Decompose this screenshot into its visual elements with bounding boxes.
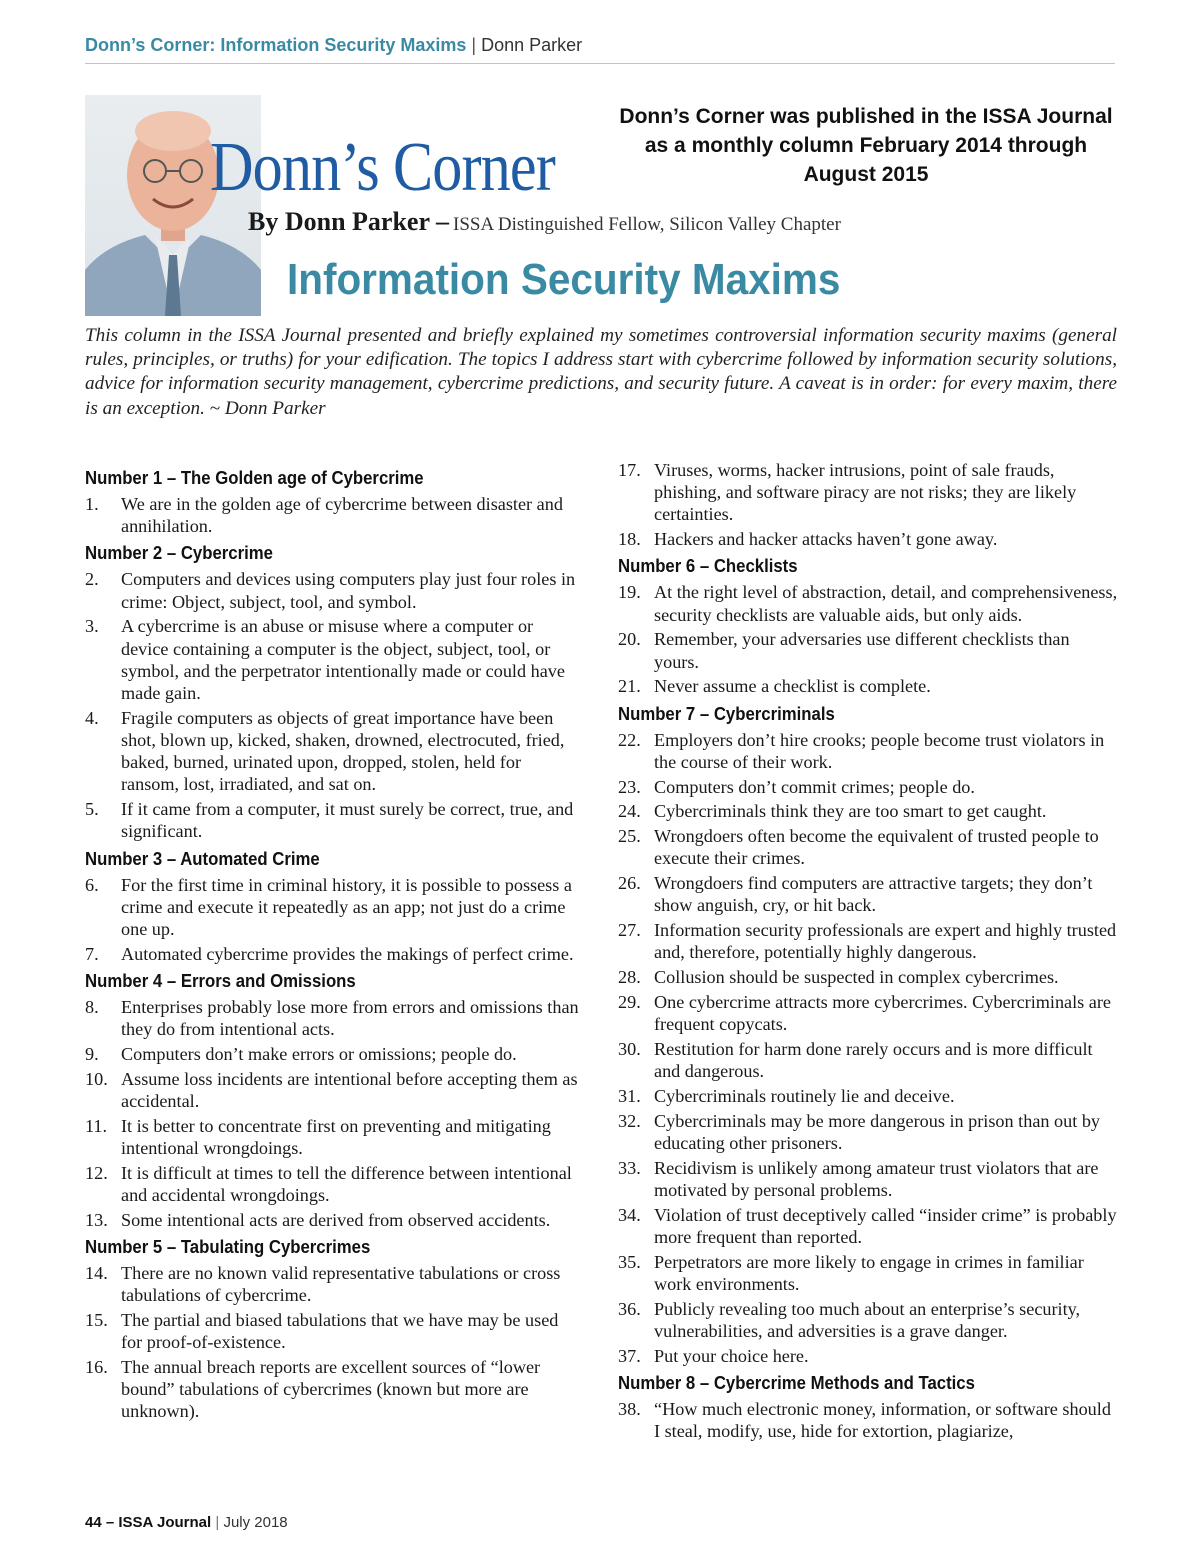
maxim-item: [618, 528, 1118, 550]
maxim-text: Computers don’t commit crimes; people do.: [654, 776, 975, 797]
maxim-text: Never assume a checklist is complete.: [654, 676, 931, 697]
maxim-item: [618, 581, 1118, 625]
maxim-number: 3.: [85, 616, 99, 637]
maxim-text: Information security professionals are expert and highly trusted and, therefore, potentially highly dangerous.: [654, 920, 1117, 963]
maxim-item: [618, 776, 1118, 798]
maxim-number: 36.: [618, 1298, 641, 1319]
maxim-item: [618, 1398, 1118, 1442]
maxim-item: [618, 825, 1118, 869]
maxim-number: 28.: [618, 967, 641, 988]
maxim-text: Publicly revealing too much about an enterprise’s security, vulnerabilities, and adversities is a grave danger.: [654, 1298, 1081, 1341]
running-head-author: Donn Parker: [481, 35, 583, 55]
footer-publication: ISSA Journal: [118, 1514, 212, 1531]
maxim-text: For the first time in criminal history, it is possible to possess a crime and execute it repeatedly as an app; not just do a crime one up.: [121, 874, 572, 940]
maxim-item: [618, 1157, 1118, 1201]
maxim-text: Fragile computers as objects of great importance have been shot, blown up, kicked, shaken, drowned, electrocuted, fried, baked, burned, urinated upon, dropped, stolen, held for ransom, lost, irradiated, and sat on.: [121, 707, 565, 795]
byline-name: By Donn Parker –: [248, 207, 450, 236]
section-heading: Number 7 – Cybercriminals: [618, 703, 835, 724]
maxim-text: Put your choice here.: [654, 1345, 809, 1366]
maxim-item: [618, 1298, 1118, 1342]
maxim-text: There are no known valid representative tabulations or cross tabulations of cybercrime.: [121, 1263, 561, 1306]
running-head-title: Donn’s Corner: Information Security Maxims: [85, 35, 467, 55]
maxim-number: 5.: [85, 799, 99, 820]
maxim-number: 17.: [618, 460, 641, 480]
byline: [248, 205, 841, 243]
maxim-item: [85, 1356, 581, 1423]
maxim-item: [618, 729, 1118, 773]
maxim-item: [618, 1251, 1118, 1295]
maxim-text: Cybercriminals may be more dangerous in prison than out by educating other prisoners.: [654, 1110, 1101, 1153]
maxim-text: Restitution for harm done rarely occurs and is more difficult and dangerous.: [654, 1039, 1093, 1082]
maxim-text: Remember, your adversaries use different checklists than yours.: [654, 629, 1070, 672]
maxim-item: [618, 919, 1118, 963]
maxim-text: Perpetrators are more likely to engage in crimes in familiar work environments.: [654, 1251, 1084, 1294]
maxim-item: [85, 1043, 581, 1065]
maxim-text: Some intentional acts are derived from observed accidents.: [121, 1209, 551, 1230]
maxim-text: Computers and devices using computers play just four roles in crime: Object, subject, tool, and symbol.: [121, 569, 576, 612]
maxim-number: 21.: [618, 676, 641, 697]
maxim-text: Viruses, worms, hacker intrusions, point of sale frauds, phishing, and software piracy are not risks; they are likely certainties.: [654, 460, 1077, 525]
maxim-text: Automated cybercrime provides the makings of perfect crime.: [121, 943, 574, 964]
footer-date: July 2018: [223, 1514, 288, 1531]
maxim-number: 4.: [85, 707, 99, 728]
maxim-item: [618, 1038, 1118, 1082]
maxim-text: Enterprises probably lose more from errors and omissions than they do from intentional acts.: [121, 997, 579, 1040]
maxim-number: 22.: [618, 729, 641, 750]
footer-separator: |: [215, 1514, 220, 1531]
maxim-text: At the right level of abstraction, detail, and comprehensiveness, security checklists are valuable aids, but only aids.: [654, 582, 1118, 625]
maxim-number: 24.: [618, 801, 641, 822]
maxim-text: Wrongdoers find computers are attractive targets; they don’t show anguish, cry, or hit back.: [654, 873, 1093, 916]
maxim-number: 13.: [85, 1209, 108, 1230]
article-title: Information Security Maxims: [287, 255, 841, 304]
maxim-text: Hackers and hacker attacks haven’t gone away.: [654, 529, 998, 550]
maxim-item: [85, 996, 581, 1040]
section-heading: Number 5 – Tabulating Cybercrimes: [85, 1237, 371, 1258]
maxim-number: 25.: [618, 826, 641, 847]
maxim-number: 1.: [85, 494, 99, 514]
maxim-item: [618, 1345, 1118, 1367]
maxim-number: 7.: [85, 943, 99, 964]
maxim-item: [618, 800, 1118, 822]
section-heading: Number 2 – Cybercrime: [85, 543, 273, 564]
maxim-number: 32.: [618, 1110, 641, 1131]
maxim-number: 34.: [618, 1204, 641, 1225]
maxim-text: Employers don’t hire crooks; people become trust violators in the course of their work.: [654, 729, 1105, 772]
maxim-text: Violation of trust deceptively called “insider crime” is probably more frequent than reported.: [654, 1204, 1117, 1247]
running-head-separator: |: [471, 35, 477, 55]
section-heading: Number 4 – Errors and Omissions: [85, 971, 356, 992]
section-heading: Number 8 – Cybercrime Methods and Tactics: [618, 1373, 975, 1393]
maxim-text: It is better to concentrate first on preventing and mitigating intentional wrongdoings.: [121, 1115, 551, 1159]
maxim-item: [85, 1262, 581, 1306]
maxim-text: The partial and biased tabulations that we have may be used for proof-of-existence.: [121, 1310, 559, 1353]
maxim-text: The annual breach reports are excellent sources of “lower bound” tabulations of cybercrimes (known but more are unknown).: [121, 1357, 541, 1422]
maxim-number: 27.: [618, 920, 641, 941]
maxim-number: 11.: [85, 1115, 108, 1136]
maxim-number: 19.: [618, 582, 641, 603]
maxim-item: [85, 874, 581, 941]
maxim-number: 10.: [85, 1068, 108, 1089]
maxim-number: 6.: [85, 874, 99, 895]
maxim-number: 2.: [85, 569, 99, 590]
maxim-item: [85, 1309, 581, 1353]
maxim-number: 20.: [618, 629, 641, 650]
maxim-number: 16.: [85, 1357, 108, 1378]
page-number: 44 –: [85, 1514, 115, 1531]
maxim-item: [85, 1068, 581, 1112]
right-column: [618, 459, 1118, 1445]
maxim-number: 38.: [618, 1399, 641, 1419]
maxim-number: 15.: [85, 1310, 108, 1331]
maxim-item: [85, 568, 581, 612]
section-heading: Number 3 – Automated Crime: [85, 848, 320, 869]
maxim-text: One cybercrime attracts more cybercrimes. Cybercriminals are frequent copycats.: [654, 992, 1111, 1035]
maxim-item: [618, 459, 1118, 526]
intro-paragraph: This column in the ISSA Journal presented and briefly explained my sometimes controversial information security maxims (general rules, principles, or truths) for your edification. The topics I address start with cybercrime followed by information security solutions, advice for information security management, cybercrime predictions, and security future. A caveat is in order: for every maxim, there is an exception. ~ Donn Parker: [85, 325, 1117, 419]
maxim-number: 33.: [618, 1157, 641, 1178]
maxim-item: [85, 1209, 581, 1231]
maxim-item: [85, 707, 581, 796]
maxim-item: [618, 1110, 1118, 1154]
maxim-item: [618, 1085, 1118, 1107]
maxim-text: Cybercriminals routinely lie and deceive.: [654, 1086, 955, 1106]
page-footer: [85, 1512, 288, 1534]
maxim-number: 29.: [618, 992, 641, 1012]
maxim-text: If it came from a computer, it must surely be correct, true, and significant.: [121, 799, 574, 842]
maxim-text: A cybercrime is an abuse or misuse where a computer or device containing a computer is the object, subject, tool, or symbol, and the perpetrator intentionally made or could have made gain.: [121, 616, 565, 704]
maxim-number: 8.: [85, 997, 99, 1018]
maxim-number: 23.: [618, 776, 641, 797]
maxim-item: [618, 991, 1118, 1035]
maxim-text: Wrongdoers often become the equivalent of trusted people to execute their crimes.: [654, 826, 1099, 869]
maxim-number: 9.: [85, 1044, 99, 1065]
maxim-item: [618, 675, 1118, 697]
maxim-text: Assume loss incidents are intentional before accepting them as accidental.: [121, 1068, 578, 1112]
maxim-item: [85, 493, 581, 537]
maxim-item: [618, 966, 1118, 988]
maxim-item: [618, 872, 1118, 916]
maxim-text: It is difficult at times to tell the difference between intentional and accidental wrongdoings.: [121, 1162, 572, 1206]
publication-note: Donn’s Corner was published in the ISSA Journal as a monthly column February 2014 through August 2015: [619, 105, 1113, 186]
maxim-text: “How much electronic money, information, or software should I steal, modify, use, hide for extortion, plagiarize,: [654, 1399, 1111, 1442]
maxim-number: 31.: [618, 1086, 641, 1106]
maxim-number: 37.: [618, 1345, 641, 1366]
maxim-item: [85, 943, 581, 965]
running-head: [85, 33, 1115, 64]
maxim-number: 30.: [618, 1039, 641, 1059]
maxim-item: [85, 798, 581, 842]
maxim-item: [85, 615, 581, 704]
section-heading: Number 1 – The Golden age of Cybercrime: [85, 468, 424, 488]
maxim-number: 12.: [85, 1162, 108, 1183]
maxim-item: [85, 1115, 581, 1159]
left-column: [85, 462, 581, 1425]
maxim-number: 35.: [618, 1251, 641, 1272]
maxim-text: Computers don’t make errors or omissions; people do.: [121, 1044, 517, 1065]
maxim-item: [85, 1162, 581, 1206]
maxim-item: [618, 628, 1118, 672]
maxim-text: Cybercriminals think they are too smart to get caught.: [654, 801, 1047, 822]
maxim-item: [618, 1204, 1118, 1248]
byline-role: ISSA Distinguished Fellow, Silicon Valley Chapter: [453, 214, 841, 235]
maxim-number: 26.: [618, 873, 641, 894]
section-heading: Number 6 – Checklists: [618, 556, 798, 577]
maxim-text: We are in the golden age of cybercrime between disaster and annihilation.: [121, 494, 563, 537]
column-logo: Donn’s Corner: [210, 129, 555, 206]
maxim-number: 18.: [618, 529, 641, 550]
maxim-text: Recidivism is unlikely among amateur trust violators that are motivated by personal problems.: [654, 1157, 1099, 1200]
maxim-number: 14.: [85, 1263, 108, 1284]
maxim-text: Collusion should be suspected in complex cybercrimes.: [654, 967, 1059, 988]
